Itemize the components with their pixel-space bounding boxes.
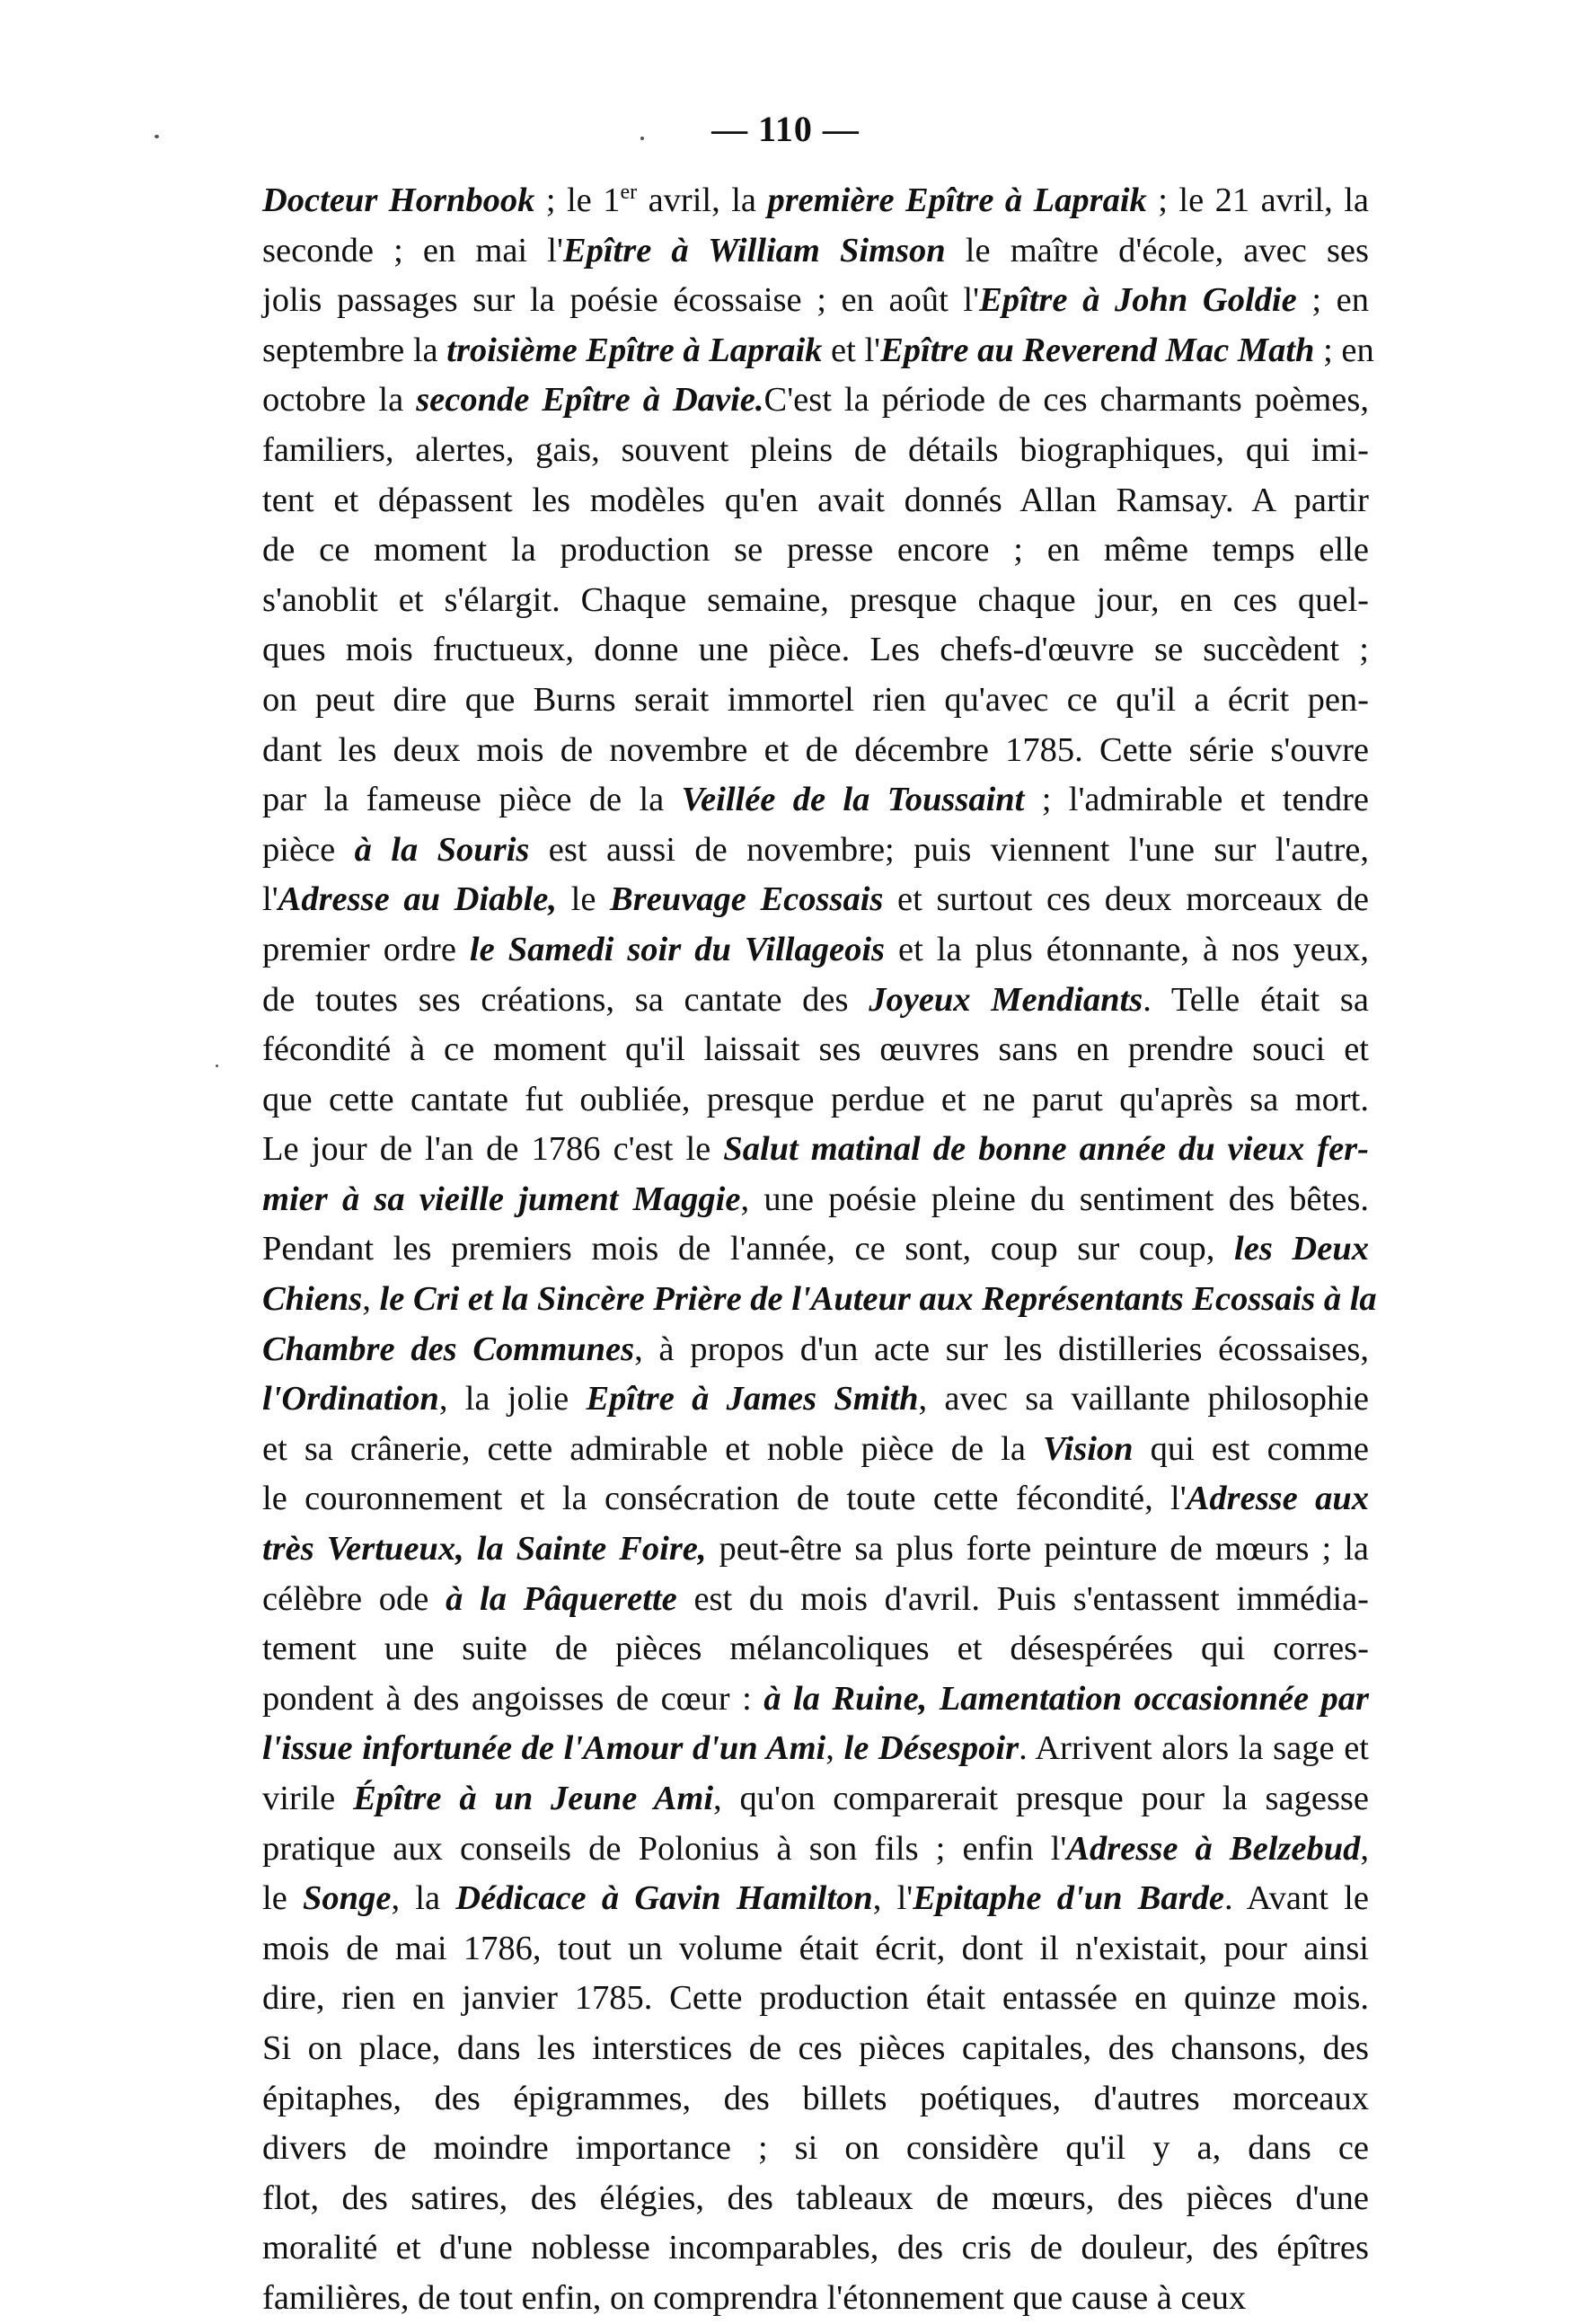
text-line [262,1474,1369,1524]
text-segment: ; le 21 avril, la [1146,181,1369,219]
work-title: première Epître à Lapraik [767,181,1147,219]
text-line [262,1075,1369,1126]
text-segment: ques mois fructueux, donne une pièce. Les chefs-d'œuvre se succèdent ; [262,631,1369,669]
text-line [262,1974,1369,2024]
text-segment: familières, de tout enfin, on comprendra l'étonnement que cause à ceux [262,2278,1247,2317]
text-line [262,176,1369,226]
text-segment: fécondité à ce moment qu'il laissait ses œuvres sans en prendre souci et [262,1030,1369,1069]
text-segment: , [1360,1829,1370,1868]
text-line [262,1425,1369,1475]
text-segment: octobre la [262,381,417,420]
text-segment: le [557,880,611,919]
work-title: mier à sa vieille jument Maggie [262,1180,741,1218]
text-line [262,1825,1369,1875]
work-title: Joyeux Mendiants [869,980,1143,1019]
text-segment: le [262,1879,304,1918]
text-segment: ; le 1 [534,181,621,219]
text-segment: . Arrivent alors la sage et [1019,1729,1369,1768]
text-line [262,1675,1369,1725]
text-segment: dant les deux mois de novembre et de décembre 1785. Cette série s'ouvre [262,730,1369,769]
text-segment: flot, des satires, des élégies, des tableaux de mœurs, des pièces d'une [262,2178,1369,2217]
text-segment: et l' [822,331,881,369]
text-segment: et surtout ces deux morceaux de [883,880,1369,919]
work-title: Adresse au Diable, [278,880,558,919]
body-text [262,176,1377,2324]
text-line [262,476,1369,526]
text-line [262,2174,1369,2224]
text-segment: , la [391,1879,456,1918]
text-line [262,676,1369,726]
text-segment: et sa crânerie, cette admirable et noble pièce de la [262,1429,1043,1468]
work-title: à la Pâquerette [446,1579,677,1618]
text-segment: qui est comme [1133,1429,1369,1468]
work-title: Epître à John Goldie [979,281,1297,320]
work-title: Epître à William Simson [562,231,946,270]
text-line [262,775,1369,826]
work-title: à la Souris [354,830,530,869]
text-line [262,1924,1369,1975]
text-segment: on peut dire que Burns serait immortel rien qu'avec ce qu'il a écrit pen- [262,680,1369,719]
print-speck [216,1065,218,1067]
text-segment: le couronnement et la consécration de toute cette fécondité, l' [262,1480,1187,1518]
text-segment: seconde ; en mai l' [262,231,563,270]
text-segment: , la jolie [438,1380,587,1418]
text-segment: ; en [1296,281,1369,320]
work-title: Vision [1043,1429,1134,1468]
text-segment: , [362,1280,380,1319]
text-segment: ; en [1314,331,1374,369]
text-line [262,526,1369,576]
text-line [262,2124,1369,2174]
text-segment: le maître d'école, avec ses [945,231,1369,270]
text-line [262,625,1369,676]
text-line [262,226,1369,277]
text-line [262,1025,1369,1075]
text-segment: est aussi de novembre; puis viennent l'une sur l'autre, [529,830,1369,869]
work-title: le Désespoir [843,1729,1019,1768]
text-line [262,1524,1369,1575]
text-segment: est du mois d'avril. Puis s'entassent immédia- [676,1579,1369,1618]
work-title: Adresse à Belzebud [1066,1829,1361,1868]
work-title: à la Ruine, Lamentation occasionnée par [763,1679,1369,1718]
text-segment: , à propos d'un acte sur les distilleries écossaises, [634,1330,1369,1368]
text-segment: par la fameuse pièce de la [262,781,682,819]
work-title: Chiens [262,1280,363,1319]
work-title: l'issue infortunée de l'Amour d'un Ami [262,1729,826,1768]
text-line [262,1275,1377,1325]
text-segment: , l' [872,1879,913,1918]
work-title: le Cri et la Sincère Prière de l'Auteur aux Représentants Ecossais à la [379,1280,1377,1319]
work-title: Adresse aux [1186,1480,1369,1518]
text-segment: célèbre ode [262,1579,446,1618]
page-number: — 110 — [711,109,860,149]
text-line [262,276,1369,326]
work-title: les Deux [1234,1230,1369,1268]
text-segment: . Avant le [1224,1879,1369,1918]
text-line [262,826,1369,876]
text-segment: épitaphes, des épigrammes, des billets poétiques, d'autres morceaux [262,2079,1369,2117]
work-title: Epître au Reverend Mac Math [880,331,1315,369]
work-title: Épître à un Jeune Ami [353,1780,714,1817]
text-line [262,1774,1369,1825]
work-title: très Vertueux, la Sainte Foire, [262,1530,707,1568]
text-segment: Si on place, dans les interstices de ces pièces capitales, des chansons, des [262,2028,1369,2067]
text-line [262,875,1369,925]
work-title: Salut matinal de bonne année du vieux fer- [723,1130,1369,1169]
text-line [262,726,1369,776]
text-line [262,1624,1369,1675]
text-segment: jolis passages sur la poésie écossaise ; en août l' [262,281,980,320]
text-segment: tent et dépassent les modèles qu'en avait donnés Allan Ramsay. A partir [262,481,1369,519]
text-line [262,426,1369,476]
text-segment: et la plus étonnante, à nos yeux, [885,930,1369,968]
text-segment: virile [262,1780,354,1817]
text-segment: pièce [262,830,355,869]
text-segment: dire, rien en janvier 1785. Cette production était entassée en quinze mois. [262,1979,1369,2018]
text-segment: avril, la [637,181,768,219]
text-line [262,925,1369,976]
text-line [262,1325,1369,1375]
text-segment: de ce moment la production se presse encore ; en même temps elle [262,531,1369,570]
text-segment: mois de mai 1786, tout un volume était écrit, dont il n'existait, pour ainsi [262,1929,1369,1967]
text-segment: , qu'on comparerait presque pour la sagesse [713,1780,1369,1817]
text-segment: peut-être sa plus forte peinture de mœurs ; la [706,1530,1369,1568]
work-title: Dédicace à Gavin Hamilton [455,1879,873,1918]
text-line [262,1874,1369,1924]
text-line [262,976,1369,1026]
text-line [262,2274,1369,2324]
text-segment: premier ordre [262,930,470,968]
work-title: seconde Epître à Davie. [416,381,764,420]
text-segment: s'anoblit et s'élargit. Chaque semaine, presque chaque jour, en ces quel- [262,580,1369,619]
text-line [262,1224,1369,1275]
work-title: Songe [303,1879,392,1918]
work-title: Breuvage Ecossais [610,880,884,919]
text-segment: septembre la [262,331,447,369]
text-line [262,1125,1369,1175]
text-segment: Le jour de l'an de 1786 c'est le [262,1130,724,1169]
text-segment: pratique aux conseils de Polonius à son fils ; enfin l' [262,1829,1067,1868]
text-segment: , une poésie pleine du sentiment des bêtes. [740,1180,1369,1218]
text-line [262,576,1369,626]
text-line [262,1724,1369,1774]
text-line [262,1175,1369,1225]
text-segment: divers de moindre importance ; si on considère qu'il y a, dans ce [262,2129,1369,2168]
text-segment: tement une suite de pièces mélancoliques et désespérées qui corres- [262,1630,1369,1668]
text-segment: moralité et d'une noblesse incomparables, des cris de douleur, des épîtres [262,2229,1369,2267]
text-line [262,1374,1369,1425]
text-segment: Pendant les premiers mois de l'année, ce sont, coup sur coup, [262,1230,1235,1268]
work-title: le Samedi soir du Villageois [469,930,886,968]
work-title: l'Ordination [262,1380,439,1418]
text-segment: ; l'admirable et tendre [1024,781,1370,819]
text-segment: que cette cantate fut oubliée, presque perdue et ne parut qu'après sa mort. [262,1080,1369,1118]
text-segment: l' [262,880,278,919]
text-line [262,376,1369,426]
text-segment: pondent à des angoisses de cœur : [262,1679,764,1718]
work-title: Docteur Hornbook [262,181,535,219]
superscript: er [620,181,638,205]
work-title: Veillée de la Toussaint [681,781,1025,819]
text-segment: . Telle était sa [1143,980,1369,1019]
text-line [262,2223,1369,2274]
text-segment: , avec sa vaillante philosophie [918,1380,1369,1418]
text-line [262,326,1374,376]
work-title: Epitaphe d'un Barde [913,1879,1224,1918]
text-segment: de toutes ses créations, sa cantate des [262,980,869,1019]
text-segment: C'est la période de ces charmants poèmes, [763,381,1369,420]
text-segment: familiers, alertes, gais, souvent pleins de détails biographiques, qui imi- [262,430,1369,469]
text-line [262,2024,1369,2074]
work-title: troisième Epître à Lapraik [446,331,823,369]
text-line [262,1575,1369,1625]
text-line [262,2074,1369,2125]
text-segment: , [825,1729,844,1768]
work-title: Epître à James Smith [586,1380,919,1418]
work-title: Chambre des Communes [262,1330,635,1368]
